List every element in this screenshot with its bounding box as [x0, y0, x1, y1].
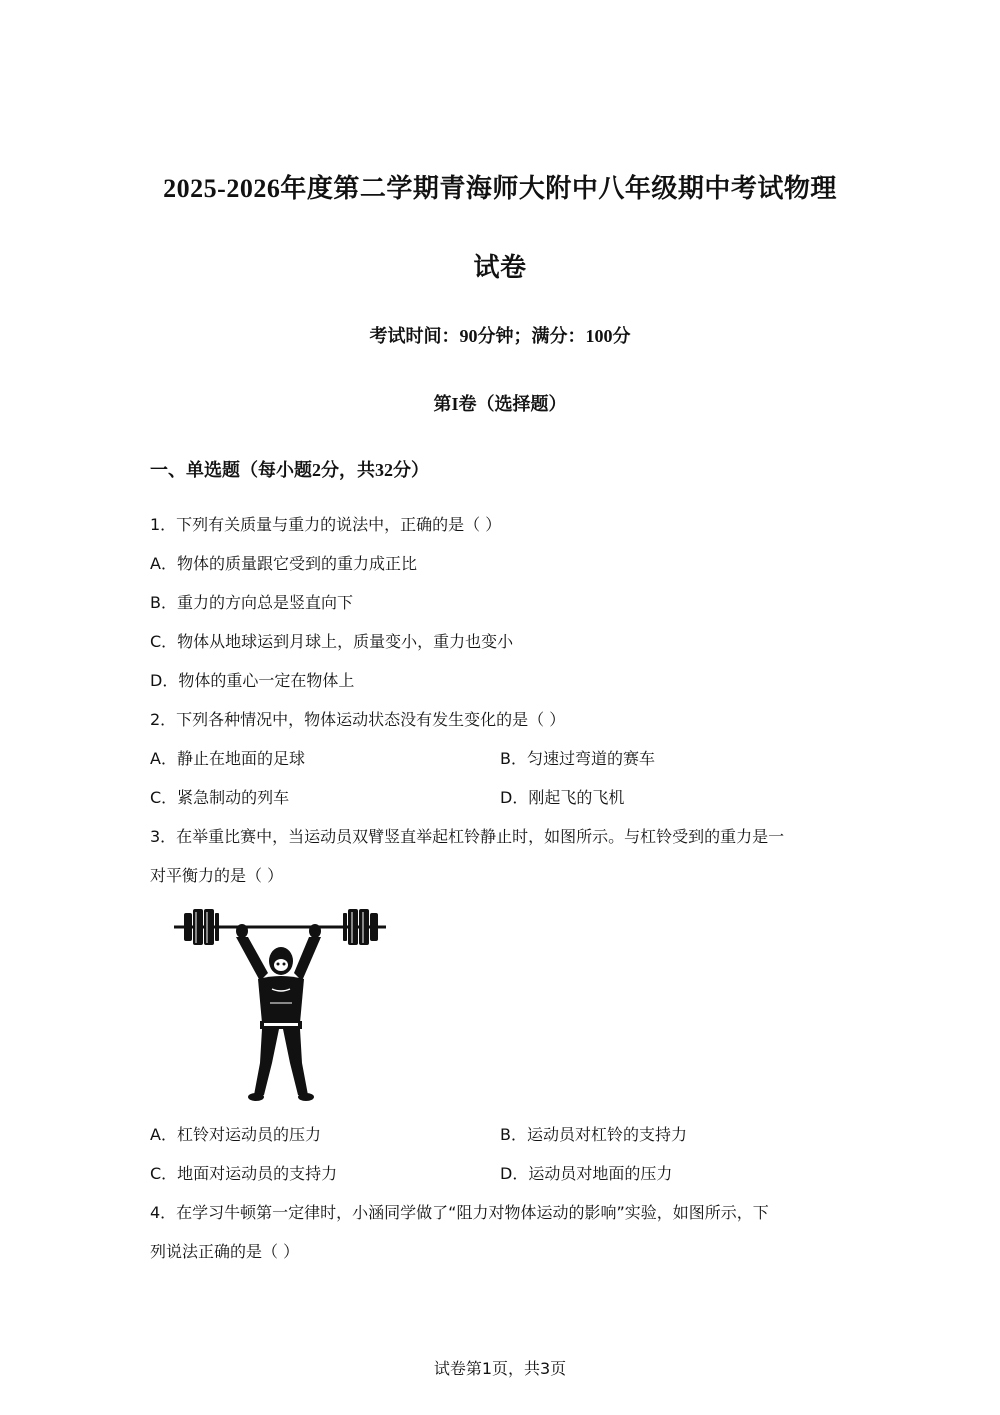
- question-3-option-d: D．运动员对地面的压力: [500, 1164, 673, 1183]
- question-2-stem: 2．下列各种情况中，物体运动状态没有发生变化的是（ ）: [150, 710, 566, 729]
- question-3-option-b: B．运动员对杠铃的支持力: [500, 1125, 687, 1144]
- question-3-option-a: A．杠铃对运动员的压力: [150, 1125, 321, 1144]
- weightlifter-illustration: [172, 903, 390, 1103]
- exam-title-line1: 2025-2026年度第二学期青海师大附中八年级期中考试物理: [163, 174, 837, 203]
- question-1-stem: 1．下列有关质量与重力的说法中，正确的是（ ）: [150, 515, 502, 534]
- volume-heading: 第I卷（选择题）: [433, 394, 567, 414]
- question-3-stem-line2: 对平衡力的是（ ）: [150, 866, 284, 885]
- question-1-option-a: A．物体的质量跟它受到的重力成正比: [150, 554, 417, 573]
- question-4-stem-line2: 列说法正确的是（ ）: [150, 1242, 300, 1261]
- question-1-option-c: C．物体从地球运到月球上，质量变小，重力也变小: [150, 632, 514, 651]
- exam-title-line2: 试卷: [473, 253, 527, 282]
- question-1-option-b: B．重力的方向总是竖直向下: [150, 593, 353, 612]
- question-2-option-a: A．静止在地面的足球: [150, 749, 305, 768]
- question-4-stem-line1: 4．在学习牛顿第一定律时，小涵同学做了“阻力对物体运动的影响”实验，如图所示，下: [150, 1203, 769, 1222]
- question-3-option-c: C．地面对运动员的支持力: [150, 1164, 338, 1183]
- exam-info: 考试时间：90分钟；满分：100分: [369, 326, 631, 346]
- page-footer: 试卷第1页，共3页: [433, 1359, 567, 1378]
- question-3-stem-line1: 3．在举重比赛中，当运动员双臂竖直举起杠铃静止时，如图所示。与杠铃受到的重力是一: [150, 827, 785, 846]
- question-2-option-b: B．匀速过弯道的赛车: [500, 749, 655, 768]
- section-heading: 一、单选题（每小题2分，共32分）: [150, 460, 429, 480]
- question-2-option-c: C．紧急制动的列车: [150, 788, 290, 807]
- question-1-option-d: D．物体的重心一定在物体上: [150, 671, 355, 690]
- question-2-option-d: D．刚起飞的飞机: [500, 788, 625, 807]
- weightlifter-figure: [172, 903, 390, 1103]
